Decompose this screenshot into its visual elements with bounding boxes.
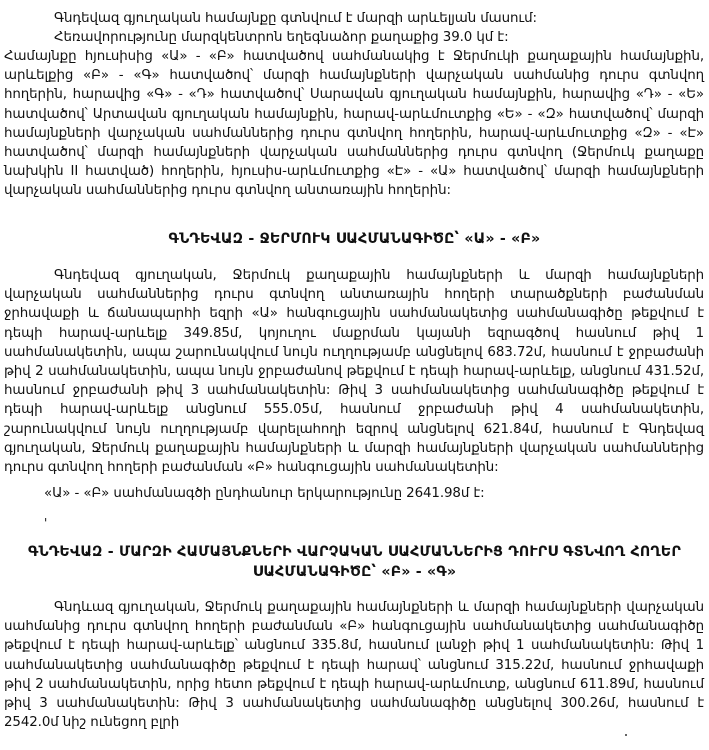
section1-description-paragraph: Գնդեվազ գյուղական, Ջերմուկ քաղաքային համայնքների և մարզի համայնքների վարչական սահմաններից դուրս գտնվող անտառային հողերի տարածքների բաժանման ջրհավաքի և ճանապարհի եզրի «Ա» հանգուցային սահմանակետից սահմանագիծը թեքվում է դեպի հարավ-արևելք 349.85մ, կոյուղու մաքրման կայանի եզրագծով հասնում թիվ 1 սահմանակետին, ապա շարունակվում նույն ուղղությամբ անցնելով 683.72մ, հասնում է ջրբաժանի թիվ 2 սահմանակետին, ապա նույն ջրբաժանով թեքվում է դեպի հարավ-արևելք, անցնում 431.52մ, հասնում ջրբաժանի թիվ 3 սահմանակետին: Թիվ 3 սահմանակետից սահմանագիծը թեքվում է դեպի հարավ-արևելք անցնում 555.05մ, հասնում ջրբաժանի թիվ 4 սահմանակետին, շարունակվում նույն ուղղությամբ վարելահողի եզրով անցնելով 621.84մ, հասնում է Գնդեվազ գյուղական, Ջերմուկ քաղաքային համայնքների և մարզի համայնքների վարչական սահմաններից դուրս գտնվող հողերի բաժանման «Բ» հանգուցային սահմանակետին: [4,268,704,476]
intro-location-line: Գնդեվազ գյուղական համայնքը գտնվում է մարզի արևելյան մասում: [54,11,537,26]
intro-distance-line: Հեռավորությունը մարզկենտրոն եղեգնաձոր քաղաքից 39.0 կմ է: [54,30,509,45]
section2-heading-line1: ԳՆԴԵՎԱԶ - ՄԱՐԶԻ ՀԱՄԱՅՆՔՆԵՐԻ ՎԱՐՉԱԿԱՆ ՍԱՀՄԱՆՆԵՐԻՑ ԴՈՒՐՍ ԳՏՆՎՈՂ ՀՈՂԵՐ [27,544,681,560]
intro-boundaries-paragraph: Համայնքը հյուսիսից «Ա» - «Բ» հատվածով սահմանակից է Ջերմուկի քաղաքային համայնքին, արևելքից «Բ» - «Գ» հատվածով՝ մարզի համայնքների վարչական սահմանից դուրս գտնվող հողերին, հարավից «Գ» - «Դ» հատվածով՝ Սարավան գյուղական համայնքին, հարավից «Դ» - «Ե» հատվածով՝ Արտավան գյուղական համայնքին, հարավ-արևմուտքից «Ե» - «Զ» հատվածով՝ մարզի համայնքների վարչական սահմաններից դուրս գտնվող հողերին, հարավ-արևմուտքից «Զ» - «Է» հատվածով՝ մարզի համայնքների վարչական սահմաններից դուրս գտնվող (Ջերմուկ քաղաքը նախկին II հատված) հողերին, հյուսիս-արևմուտքից «Է» - «Ա» հատվածով՝ մարզի համայնքների վարչական սահմաններից դուրս գտնվող անտառային հողերին: [4,49,704,199]
section1-total-length: «Ա» - «Բ» սահմանագծի ընդհանուր երկարությունը 2641.98մ է: [44,486,485,501]
stray-scan-mark: ' [44,516,48,530]
section1-heading: ԳՆԴԵՎԱԶ - ՋԵՐՄՈՒԿ ՍԱՀՄԱՆԱԳԻԾԸ՝ «Ա» - «Բ» [168,231,541,247]
scan-speck [625,734,627,736]
section2-heading-line2: ՍԱՀՄԱՆԱԳԻԾԸ՝ «Բ» - «Գ» [252,564,457,580]
section2-description-paragraph: Գնդևազ գյուղական, Ջերմուկ քաղաքային համայնքների և մարզի համայնքների վարչական սահմանից դուրս գտնվող հողերի բաժանման «Բ» հանգուցային սահմանակետից սահմանագիծը թեքվում է դեպի հարավ-արևելք՝ անցնում 335.8մ, հասնում լանջի թիվ 1 սահմանակետին: Թիվ 1 սահմանակետից սահմանագիծը թեքվում է դեպի հարավ՝ անցնում 315.22մ, հասնում ջրհավաքի թիվ 2 սահմանակետին, որից հետո թեքվում է դեպի հարավ-արևմուտք, անցնում 611.89մ, հասնում թիվ 3 սահմանակետին: Թիվ 3 սահմանակետից սահմանագիծը անցնելով 300.26մ, հասնում է 2542.0մ նիշ ունեցող բլրի [4,600,704,731]
